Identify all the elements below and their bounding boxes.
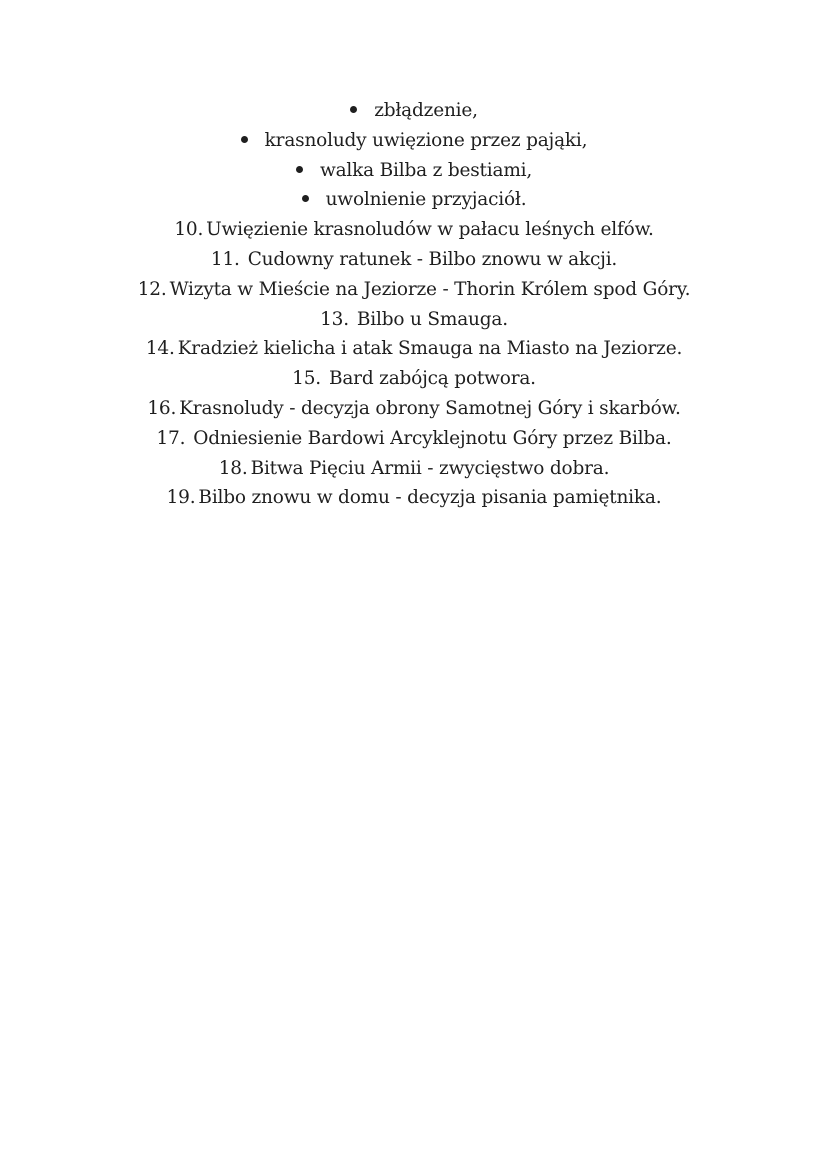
chapter-number: 13. xyxy=(320,308,349,330)
chapter-number: 12. xyxy=(137,278,167,300)
chapter-number: 16. xyxy=(147,397,177,419)
bullet-item xyxy=(0,100,828,130)
chapter-item xyxy=(0,309,828,339)
chapter-number: 17. xyxy=(156,427,186,449)
chapter-text: Bard zabójcą potwora. xyxy=(328,368,536,390)
plot-outline xyxy=(0,100,828,517)
chapter-text: Wizyta w Mieście na Jeziorze - Thorin Królem spod Góry. xyxy=(169,278,691,300)
chapter-item xyxy=(0,219,828,249)
chapter-text: Kradzież kielicha i atak Smauga na Miasto na Jeziorze. xyxy=(177,338,683,360)
bullet-icon xyxy=(350,106,357,113)
chapter-number: 18. xyxy=(218,457,248,479)
chapter-number: 10. xyxy=(174,219,204,241)
bullet-icon xyxy=(296,166,303,173)
chapter-item xyxy=(0,458,828,488)
chapter-text: Odniesienie Bardowi Arcyklejnotu Góry przez Bilba. xyxy=(193,427,672,449)
chapter-item xyxy=(0,428,828,458)
bullet-text: uwolnienie przyjaciół. xyxy=(325,189,527,211)
bullet-icon xyxy=(241,136,248,143)
chapter-number: 14. xyxy=(145,338,175,360)
chapter-text: Krasnoludy - decyzja obrony Samotnej Góry i skarbów. xyxy=(179,397,681,419)
chapter-text: Cudowny ratunek - Bilbo znowu w akcji. xyxy=(247,248,618,270)
chapter-item xyxy=(0,338,828,368)
chapter-item xyxy=(0,279,828,309)
chapter-number: 19. xyxy=(166,487,196,509)
bullet-item xyxy=(0,160,828,190)
chapter-item xyxy=(0,398,828,428)
bullet-text: zbłądzenie, xyxy=(374,100,478,121)
chapter-text: Bilbo znowu w domu - decyzja pisania pamiętnika. xyxy=(198,487,662,509)
bullet-text: krasnoludy uwięzione przez pająki, xyxy=(264,129,588,151)
chapter-item xyxy=(0,368,828,398)
chapter-item xyxy=(0,487,828,517)
bullet-text: walka Bilba z bestiami, xyxy=(319,159,533,181)
chapter-text: Bitwa Pięciu Armii - zwycięstwo dobra. xyxy=(250,457,610,479)
bullet-item xyxy=(0,189,828,219)
chapter-text: Uwięzienie krasnoludów w pałacu leśnych elfów. xyxy=(206,219,654,241)
chapter-text: Bilbo u Smauga. xyxy=(356,308,508,330)
chapter-number: 11. xyxy=(210,248,240,270)
bullet-item xyxy=(0,130,828,160)
chapter-item xyxy=(0,249,828,279)
bullet-icon xyxy=(302,195,309,202)
chapter-number: 15. xyxy=(292,368,321,390)
